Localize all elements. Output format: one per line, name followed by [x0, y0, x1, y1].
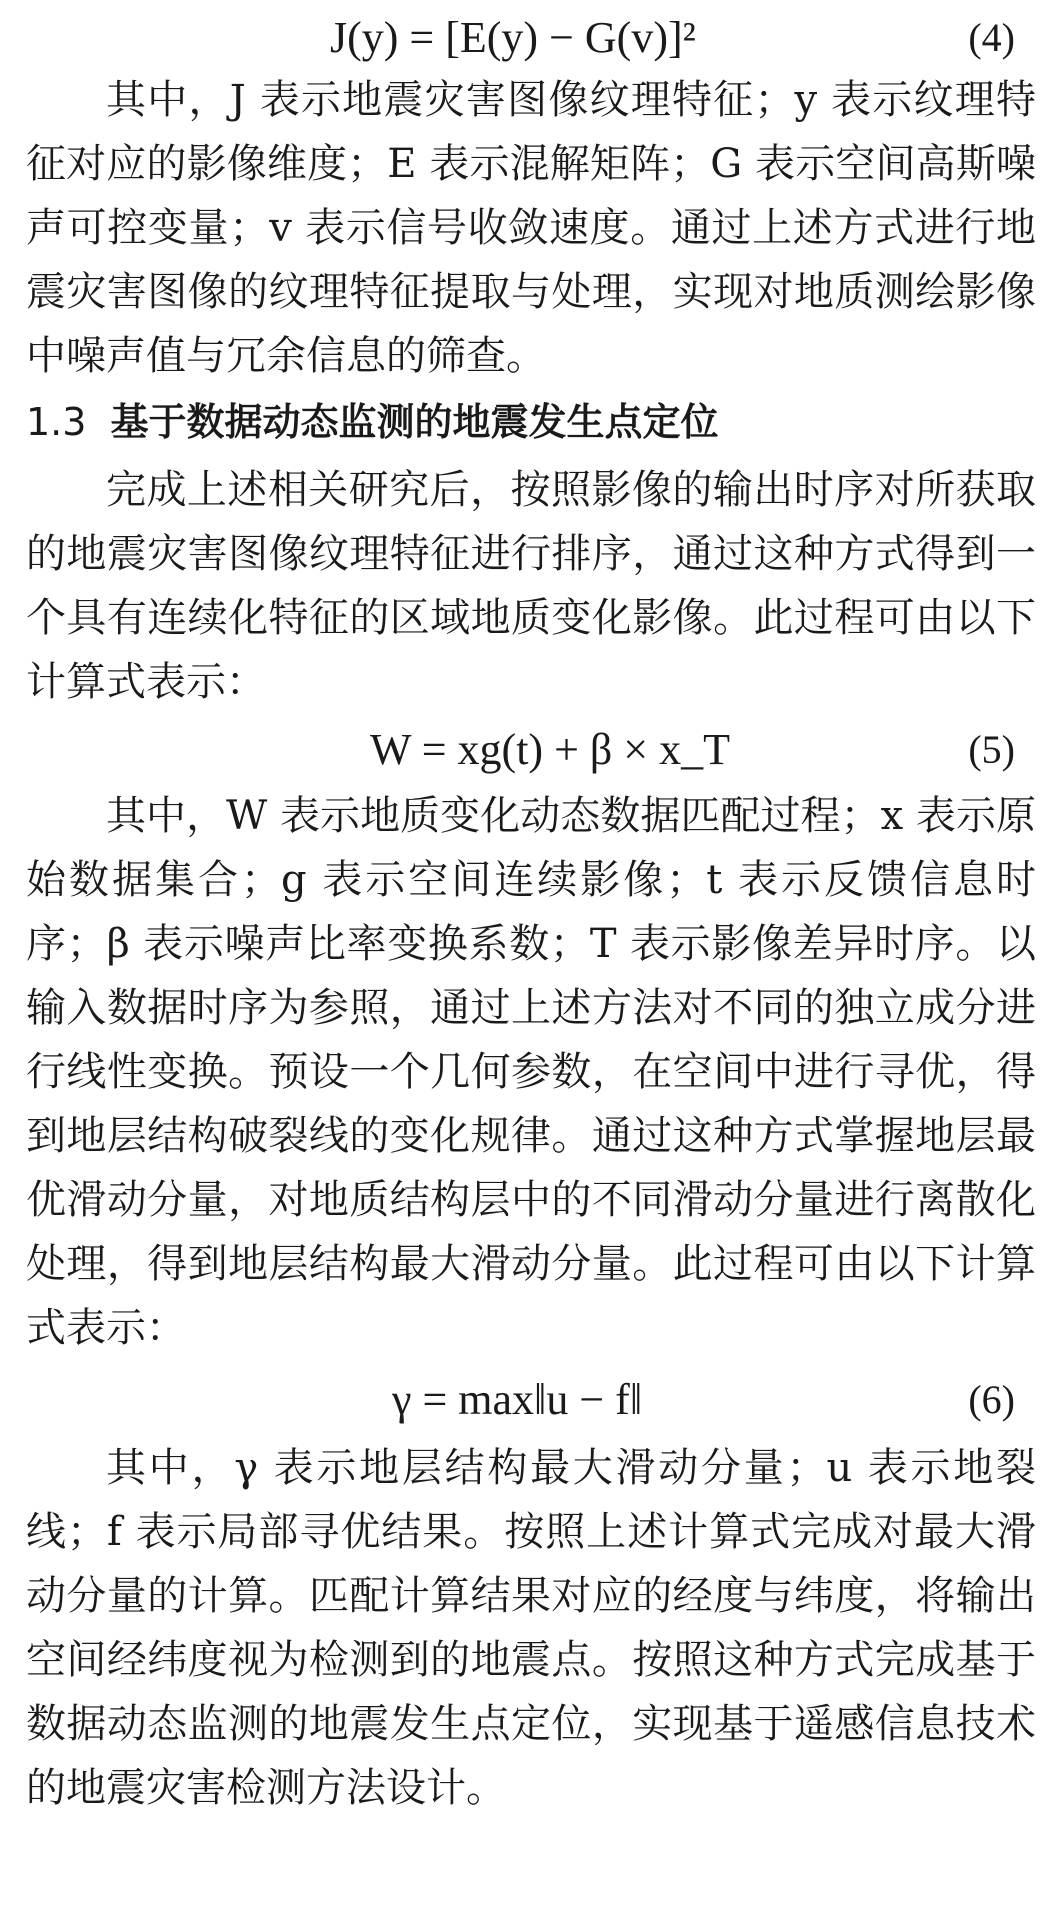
equation-6-formula: γ = max‖u − f‖ [392, 1375, 643, 1424]
equation-5-formula: W = xg(t) + β × x_T [370, 725, 730, 774]
paragraph-eq4-explanation: 其中，J 表示地震灾害图像纹理特征；y 表示纹理特征对应的影像维度；E 表示混解矩阵；G 表示空间高斯噪声可控变量；v 表示信号收敛速度。通过上述方式进行地震灾害图像的纹理特征提取与处理，实现对地质测绘影像中噪声值与冗余信息的筛查。 [26, 77, 1036, 379]
paragraph-eq6-explanation: 其中，γ 表示地层结构最大滑动分量；u 表示地裂线；f 表示局部寻优结果。按照上述计算式完成对最大滑动分量的计算。匹配计算结果对应的经度与纬度，将输出空间经纬度视为检测到的地震点。按照这种方式完成基于数据动态监测的地震发生点定位，实现基于遥感信息技术的地震灾害检测方法设计。 [26, 1445, 1036, 1811]
paragraph-sorting-description: 完成上述相关研究后，按照影像的输出时序对所获取的地震灾害图像纹理特征进行排序，通过这种方式得到一个具有连续化特征的区域地质变化影像。此过程可由以下计算式表示： [26, 467, 1036, 705]
equation-6 [0, 1370, 1061, 1430]
equation-4-number: (4) [968, 15, 1015, 60]
equation-5-number: (5) [968, 727, 1015, 772]
equation-5 [0, 720, 1061, 780]
section-heading [26, 390, 1036, 454]
equation-4 [0, 8, 1061, 68]
equation-4-formula: J(y) = [E(y) − G(v)]² [330, 13, 696, 62]
section-number: 1.3 [26, 400, 87, 444]
paragraph-eq5-explanation: 其中，W 表示地质变化动态数据匹配过程；x 表示原始数据集合；g 表示空间连续影像；t 表示反馈信息时序；β 表示噪声比率变换系数；T 表示影像差异时序。以输入数据时序为参照，通过上述方法对不同的独立成分进行线性变换。预设一个几何参数，在空间中进行寻优，得到地层结构破裂线的变化规律。通过这种方式掌握地层最优滑动分量，对地质结构层中的不同滑动分量进行离散化处理，得到地层结构最大滑动分量。此过程可由以下计算式表示： [26, 793, 1036, 1351]
section-title: 基于数据动态监测的地震发生点定位 [110, 400, 719, 444]
equation-6-number: (6) [968, 1377, 1015, 1422]
